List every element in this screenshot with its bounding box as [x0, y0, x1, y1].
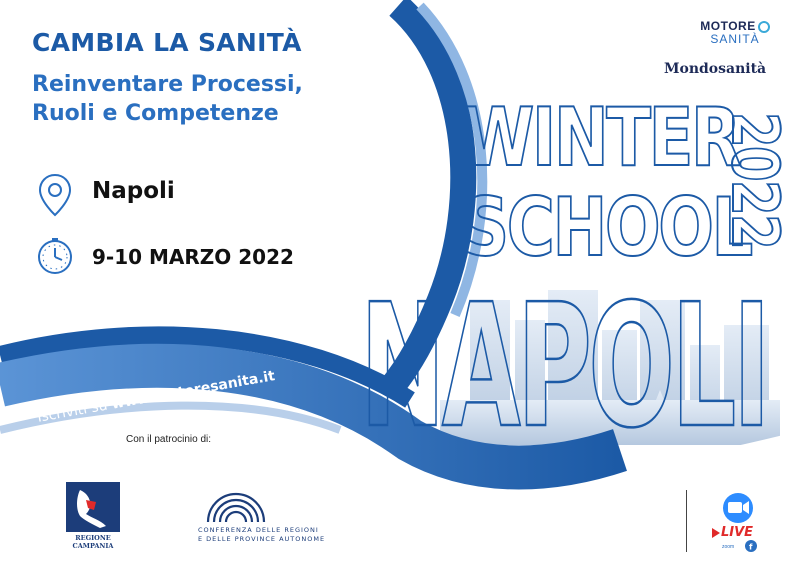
conferenza-line-2: E DELLE PROVINCE AUTONOME — [198, 535, 326, 543]
location-pin-icon — [35, 172, 75, 218]
event-location: Napoli — [92, 178, 175, 204]
headline-winter: WINTER — [462, 91, 739, 184]
mondosanita-logo: Mondosanità — [664, 61, 767, 77]
registration-website[interactable]: www.motoresanita.it — [110, 368, 277, 413]
patronage-label: Con il patrocinio di: — [126, 434, 212, 445]
brand-motore: MOTORE — [700, 19, 756, 33]
zoom-label: zoom — [722, 544, 735, 550]
registration-prefix: Iscriviti su — [36, 396, 114, 426]
brand-sanita: SANITÀ — [710, 32, 760, 46]
event-dates: 9-10 MARZO 2022 — [92, 245, 294, 269]
svg-text:f: f — [749, 542, 753, 552]
clock-icon — [35, 236, 75, 276]
subtitle-line-2: Ruoli e Competenze — [32, 101, 279, 126]
zoom-live-icon — [708, 490, 768, 556]
headline-school: SCHOOL — [462, 181, 751, 274]
logo-divider — [686, 490, 687, 552]
conferenza-label — [198, 526, 325, 544]
event-title: CAMBIA LA SANITÀ — [32, 28, 302, 57]
event-subtitle — [32, 70, 303, 128]
headline-year: 2022 — [717, 112, 791, 249]
subtitle-line-1: Reinventare Processi, — [32, 72, 303, 97]
conferenza-regioni-logo — [198, 488, 274, 524]
motore-sanita-logo — [690, 20, 780, 46]
conferenza-line-1: CONFERENZA DELLE REGIONI — [198, 526, 319, 534]
regione-campania-label: REGIONE CAMPANIA — [72, 534, 114, 550]
headline-city: NAPOLI — [360, 268, 768, 466]
live-label: LIVE — [721, 525, 754, 540]
